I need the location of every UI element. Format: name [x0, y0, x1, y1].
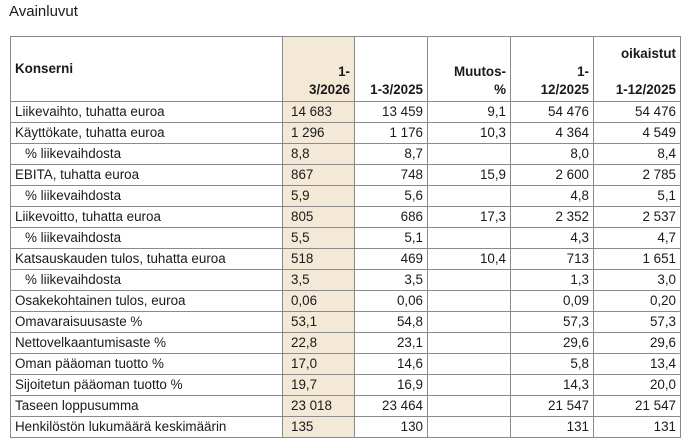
- cell-q1-2025: 54,8: [355, 312, 428, 333]
- table-row: [11, 270, 681, 291]
- table-row: [11, 312, 681, 333]
- cell-fy-2025-adjusted: 21 547: [594, 396, 681, 417]
- table-row: [11, 417, 681, 438]
- table-row: [11, 102, 681, 123]
- cell-change: [428, 228, 511, 249]
- cell-fy-2025-adjusted: 2 537: [594, 207, 681, 228]
- row-label: Taseen loppusumma: [11, 396, 283, 417]
- table-row: [11, 249, 681, 270]
- cell-fy-2025: 8,0: [511, 144, 594, 165]
- row-label: Omavaraisuusaste %: [11, 312, 283, 333]
- header-q1-2025: [355, 37, 428, 102]
- cell-q1-2025: 686: [355, 207, 428, 228]
- header-fy-2025-line2: 12/2025: [540, 82, 589, 97]
- row-label: % liikevaihdosta: [11, 228, 283, 249]
- cell-change: [428, 270, 511, 291]
- cell-q1-2025: 1 176: [355, 123, 428, 144]
- cell-q1-2026: 23 018: [283, 396, 355, 417]
- cell-change: 10,3: [428, 123, 511, 144]
- cell-fy-2025-adjusted: 20,0: [594, 375, 681, 396]
- cell-fy-2025: 713: [511, 249, 594, 270]
- header-q1-2025-line2: 1-3/2025: [370, 82, 423, 97]
- cell-q1-2025: 469: [355, 249, 428, 270]
- table-row: [11, 396, 681, 417]
- cell-fy-2025-adjusted: 29,6: [594, 333, 681, 354]
- cell-fy-2025: 4,8: [511, 186, 594, 207]
- cell-change: [428, 417, 511, 438]
- cell-fy-2025: 0,09: [511, 291, 594, 312]
- table-row: [11, 375, 681, 396]
- cell-q1-2025: 23 464: [355, 396, 428, 417]
- table-row: [11, 123, 681, 144]
- cell-q1-2025: 16,9: [355, 375, 428, 396]
- header-adjusted-spacer: [598, 63, 676, 81]
- cell-q1-2025: 130: [355, 417, 428, 438]
- cell-q1-2026: 14 683: [283, 102, 355, 123]
- cell-q1-2025: 5,1: [355, 228, 428, 249]
- row-label: Liikevoitto, tuhatta euroa: [11, 207, 283, 228]
- cell-q1-2025: 748: [355, 165, 428, 186]
- cell-fy-2025: 21 547: [511, 396, 594, 417]
- row-label: Oman pääoman tuotto %: [11, 354, 283, 375]
- cell-q1-2025: 8,7: [355, 144, 428, 165]
- cell-fy-2025-adjusted: 131: [594, 417, 681, 438]
- cell-q1-2026: 19,7: [283, 375, 355, 396]
- cell-fy-2025-adjusted: 4 549: [594, 123, 681, 144]
- header-fy-2025-adjusted: [594, 37, 681, 102]
- row-label: Sijoitetun pääoman tuotto %: [11, 375, 283, 396]
- cell-fy-2025: 1,3: [511, 270, 594, 291]
- cell-fy-2025: 2 352: [511, 207, 594, 228]
- cell-q1-2026: 3,5: [283, 270, 355, 291]
- cell-q1-2025: 14,6: [355, 354, 428, 375]
- row-label: Käyttökate, tuhatta euroa: [11, 123, 283, 144]
- cell-change: [428, 312, 511, 333]
- cell-q1-2026: 8,8: [283, 144, 355, 165]
- cell-fy-2025: 131: [511, 417, 594, 438]
- cell-q1-2026: 22,8: [283, 333, 355, 354]
- cell-fy-2025: 14,3: [511, 375, 594, 396]
- cell-change: 15,9: [428, 165, 511, 186]
- table-row: [11, 291, 681, 312]
- header-change-line1: Muutos-: [453, 64, 506, 79]
- table-row: [11, 186, 681, 207]
- table-header-row: [11, 37, 681, 102]
- cell-fy-2025: 5,8: [511, 354, 594, 375]
- header-q1-2026-line1: 1-: [338, 64, 350, 79]
- cell-fy-2025-adjusted: 54 476: [594, 102, 681, 123]
- cell-change: [428, 354, 511, 375]
- cell-q1-2026: 1 296: [283, 123, 355, 144]
- cell-q1-2026: 805: [283, 207, 355, 228]
- cell-change: [428, 186, 511, 207]
- cell-fy-2025: 4 364: [511, 123, 594, 144]
- cell-fy-2025: 4,3: [511, 228, 594, 249]
- cell-fy-2025-adjusted: 8,4: [594, 144, 681, 165]
- header-change-line2: %: [494, 82, 506, 97]
- cell-change: [428, 333, 511, 354]
- header-q1-2026: [283, 37, 355, 102]
- cell-q1-2026: 17,0: [283, 354, 355, 375]
- row-label: Katsauskauden tulos, tuhatta euroa: [11, 249, 283, 270]
- cell-change: [428, 291, 511, 312]
- row-label: % liikevaihdosta: [11, 270, 283, 291]
- key-figures-table: [10, 36, 681, 438]
- cell-fy-2025-adjusted: 57,3: [594, 312, 681, 333]
- cell-q1-2025: 13 459: [355, 102, 428, 123]
- header-konserni: Konserni: [11, 37, 283, 102]
- row-label: Liikevaihto, tuhatta euroa: [11, 102, 283, 123]
- cell-q1-2025: 23,1: [355, 333, 428, 354]
- cell-q1-2026: 135: [283, 417, 355, 438]
- cell-fy-2025-adjusted: 3,0: [594, 270, 681, 291]
- cell-q1-2026: 518: [283, 249, 355, 270]
- table-row: [11, 207, 681, 228]
- cell-change: [428, 396, 511, 417]
- header-change-pct: [428, 37, 511, 102]
- cell-fy-2025-adjusted: 5,1: [594, 186, 681, 207]
- row-label: % liikevaihdosta: [11, 144, 283, 165]
- cell-change: 9,1: [428, 102, 511, 123]
- header-q1-2026-line2: 3/2026: [309, 82, 350, 97]
- row-label: % liikevaihdosta: [11, 186, 283, 207]
- table-row: [11, 144, 681, 165]
- cell-q1-2026: 867: [283, 165, 355, 186]
- cell-q1-2025: 5,6: [355, 186, 428, 207]
- header-fy-2025: [511, 37, 594, 102]
- cell-fy-2025-adjusted: 1 651: [594, 249, 681, 270]
- cell-change: 17,3: [428, 207, 511, 228]
- header-adjusted-line3: 1-12/2025: [615, 82, 676, 97]
- cell-fy-2025-adjusted: 2 785: [594, 165, 681, 186]
- cell-fy-2025: 2 600: [511, 165, 594, 186]
- cell-fy-2025: 29,6: [511, 333, 594, 354]
- cell-q1-2026: 5,5: [283, 228, 355, 249]
- cell-q1-2026: 0,06: [283, 291, 355, 312]
- row-label: EBITA, tuhatta euroa: [11, 165, 283, 186]
- table-row: [11, 228, 681, 249]
- cell-q1-2026: 53,1: [283, 312, 355, 333]
- table-row: [11, 333, 681, 354]
- cell-change: 10,4: [428, 249, 511, 270]
- header-fy-2025-line1: 1-: [577, 64, 589, 79]
- cell-change: [428, 375, 511, 396]
- header-adjusted-line1: oikaistut: [620, 46, 676, 61]
- cell-change: [428, 144, 511, 165]
- page-title: Avainluvut: [9, 3, 78, 20]
- cell-fy-2025-adjusted: 0,20: [594, 291, 681, 312]
- cell-fy-2025: 57,3: [511, 312, 594, 333]
- row-label: Henkilöstön lukumäärä keskimäärin: [11, 417, 283, 438]
- cell-fy-2025-adjusted: 4,7: [594, 228, 681, 249]
- row-label: Nettovelkaantumisaste %: [11, 333, 283, 354]
- table-row: [11, 354, 681, 375]
- row-label: Osakekohtainen tulos, euroa: [11, 291, 283, 312]
- cell-q1-2026: 5,9: [283, 186, 355, 207]
- cell-q1-2025: 0,06: [355, 291, 428, 312]
- table-row: [11, 165, 681, 186]
- cell-fy-2025-adjusted: 13,4: [594, 354, 681, 375]
- cell-q1-2025: 3,5: [355, 270, 428, 291]
- cell-fy-2025: 54 476: [511, 102, 594, 123]
